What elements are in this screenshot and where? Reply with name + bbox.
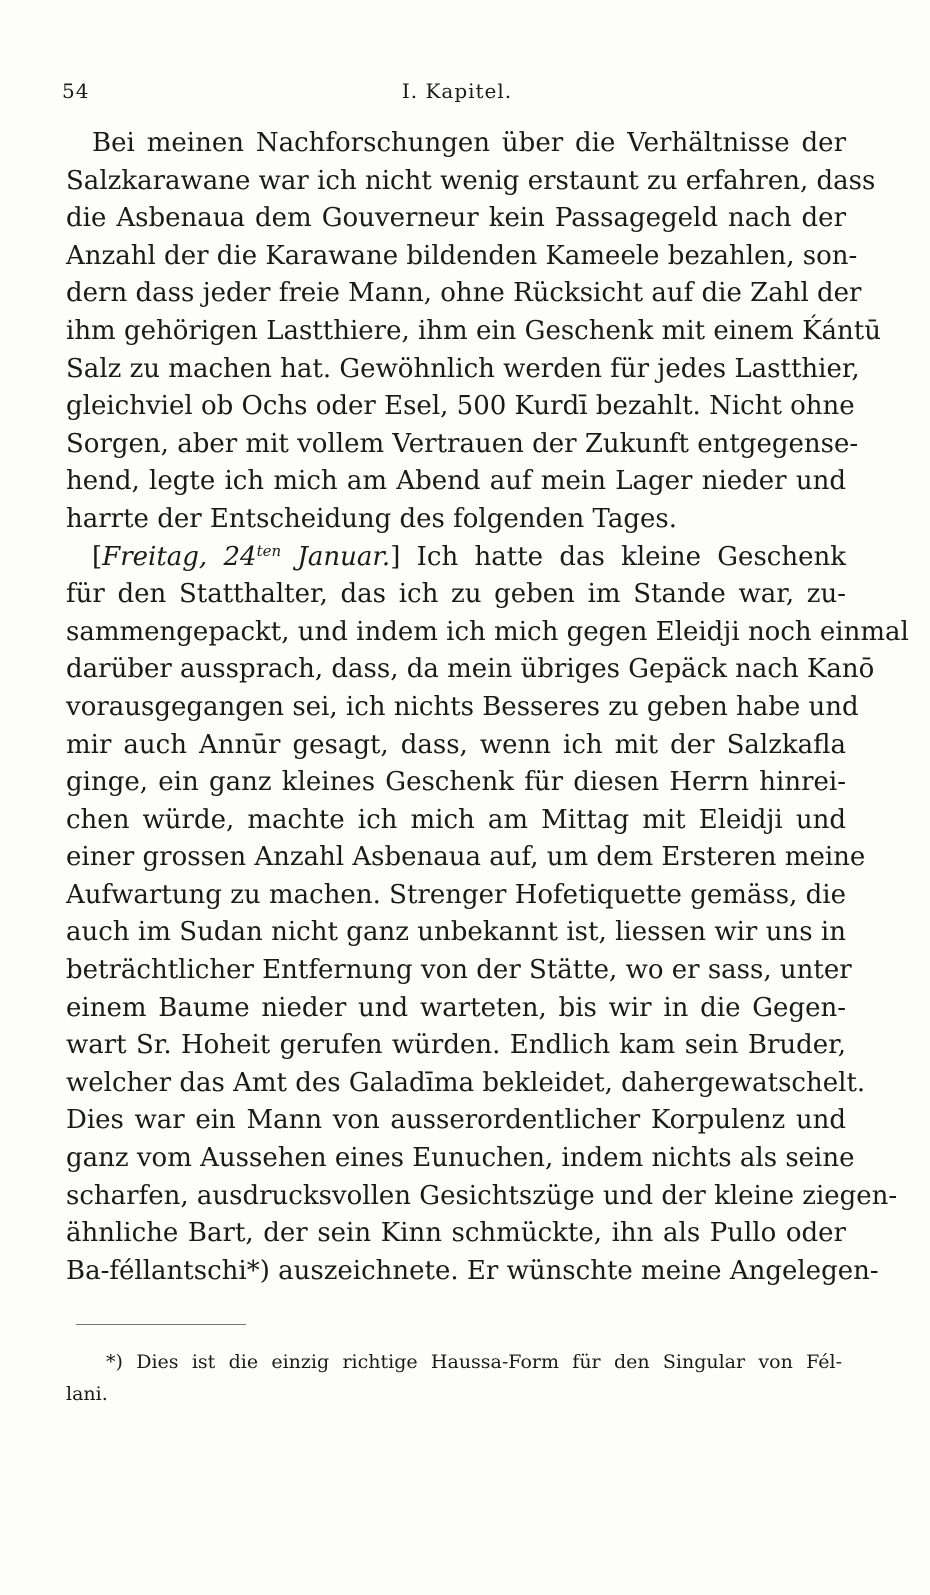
date-weekday-day: Freitag, 24 (102, 541, 257, 572)
date-month: Januar. (281, 541, 391, 572)
text-line: Bei meinen Nachforschungen über die Verhältnisse der (92, 128, 846, 158)
date-line (66, 539, 846, 577)
text-line: auch im Sudan nicht ganz unbekannt ist, liessen wir uns in (66, 917, 846, 948)
text-line: sammengepackt, und indem ich mich gegen Eleidji noch einmal (66, 616, 909, 647)
text-line: chen würde, machte ich mich am Mittag mit Eleidji und (66, 804, 846, 835)
date-bracket-open: [ (92, 541, 103, 572)
text-line: ähnliche Bart, der sein Kinn schmückte, ihn als Pullo oder (66, 1218, 846, 1249)
page-header (62, 76, 852, 106)
text-line: Dies war ein Mann von ausserordentlicher Korpulenz und (66, 1105, 846, 1136)
text-line: harrte der Entscheidung des folgenden Tages. (66, 503, 677, 534)
footnote (66, 1346, 842, 1410)
footnote-divider (76, 1324, 246, 1325)
footnote-line: lani. (66, 1383, 108, 1405)
text-line: ganz vom Aussehen eines Eunuchen, indem nichts als seine (66, 1143, 855, 1174)
text-line: die Asbenaua dem Gouverneur kein Passagegeld nach der (66, 203, 846, 234)
date-ordinal-suffix: ten (256, 541, 282, 560)
text-line: ihm gehörigen Lastthiere, ihm ein Geschenk mit einem Ḱántū (66, 315, 881, 346)
body-text (66, 125, 909, 1290)
text-line: einer grossen Anzahl Asbenaua auf, um dem Ersteren meine (66, 842, 866, 873)
text-line: ginge, ein ganz kleines Geschenk für diesen Herrn hinrei- (66, 767, 846, 798)
page-number: 54 (62, 79, 90, 103)
text-line: scharfen, ausdrucksvollen Gesichtszüge und der kleine ziegen- (66, 1180, 898, 1211)
text-fragment: Ich hatte das kleine Geschenk (400, 541, 846, 572)
text-line: mir auch Annūr gesagt, dass, wenn ich mit der Salzkafla (66, 729, 846, 760)
text-line: gleichviel ob Ochs oder Esel, 500 Kurdī bezahlt. Nicht ohne (66, 391, 855, 422)
text-line: Ba-féllantschi*) auszeichnete. Er wünschte meine Angelegen- (66, 1255, 879, 1286)
text-line: Salz zu machen hat. Gewöhnlich werden für jedes Lastthier, (66, 353, 860, 384)
text-line: welcher das Amt des Galadīma bekleidet, dahergewatschelt. (66, 1067, 866, 1098)
text-line: darüber aussprach, dass, da mein übriges Gepäck nach Kanō (66, 654, 875, 685)
text-line: vorausgegangen sei, ich nichts Besseres zu geben habe und (66, 691, 859, 722)
text-line: beträchtlicher Entfernung von der Stätte, wo er sass, unter (66, 955, 852, 986)
date-bracket-close: ] (390, 541, 401, 572)
text-line: Anzahl der die Karawane bildenden Kameele bezahlen, son- (66, 240, 858, 271)
date-text (102, 542, 390, 572)
text-line: Salzkarawane war ich nicht wenig erstaunt zu erfahren, dass (66, 165, 876, 196)
running-head: I. Kapitel. (401, 79, 513, 103)
text-line: für den Statthalter, das ich zu geben im Stande war, zu- (66, 579, 846, 610)
text-line: Aufwartung zu machen. Strenger Hofetiquette gemäss, die (66, 879, 846, 910)
text-line: Sorgen, aber mit vollem Vertrauen der Zukunft entgegense- (66, 428, 859, 459)
text-line: wart Sr. Hoheit gerufen würden. Endlich kam sein Bruder, (66, 1030, 846, 1061)
footnote-line: *) Dies ist die einzig richtige Haussa-Form für den Singular von Fél- (106, 1351, 842, 1373)
text-line: hend, legte ich mich am Abend auf mein Lager nieder und (66, 466, 846, 497)
text-line: dern dass jeder freie Mann, ohne Rücksicht auf die Zahl der (66, 278, 862, 309)
text-line: einem Baume nieder und warteten, bis wir in die Gegen- (66, 992, 846, 1023)
